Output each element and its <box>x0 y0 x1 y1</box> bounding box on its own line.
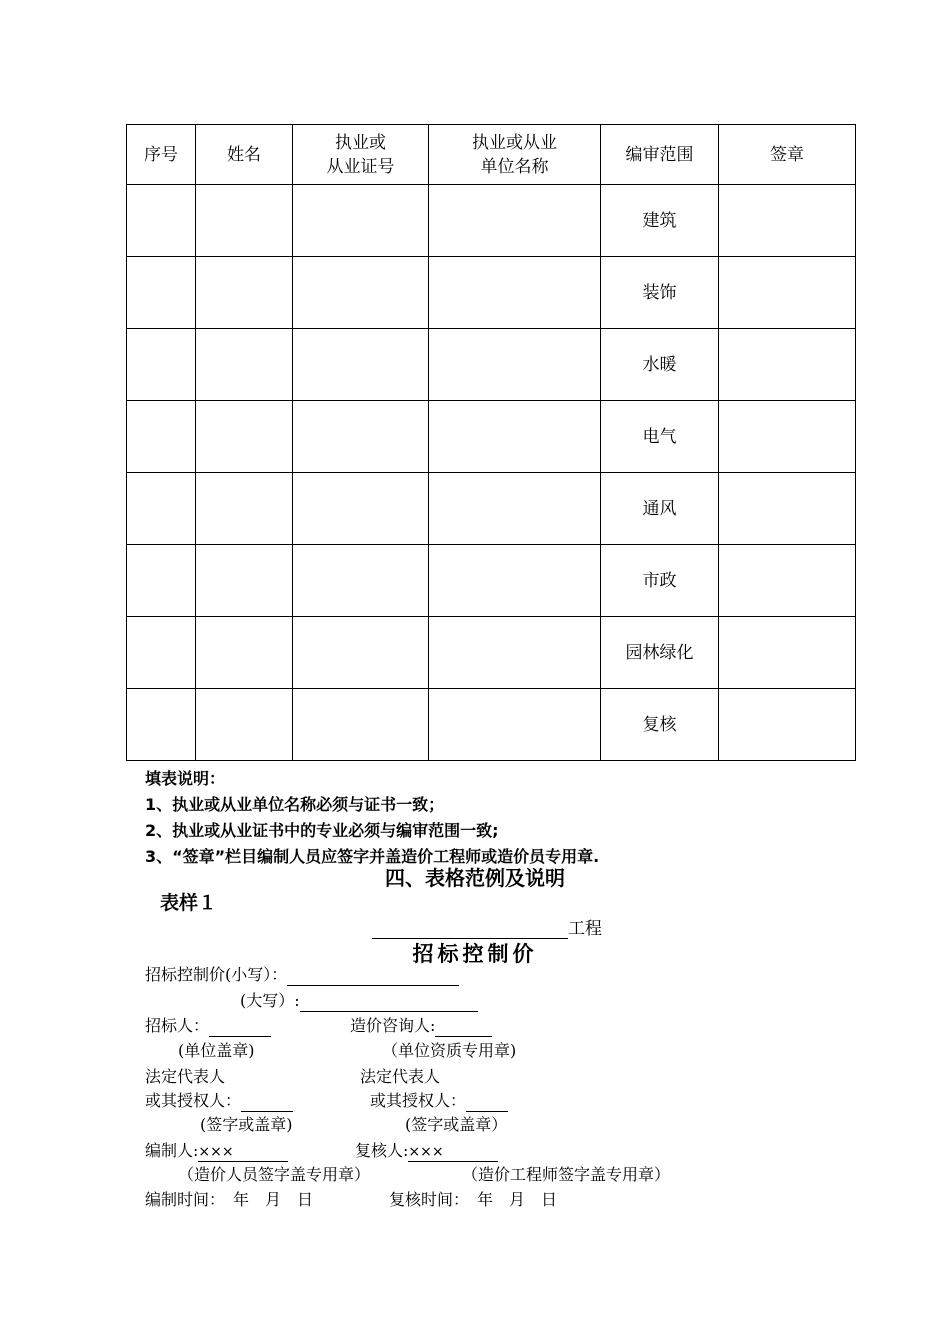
qualification-seal-note: （单位资质专用章) <box>382 1041 517 1060</box>
cell-unit-name[interactable] <box>429 617 601 689</box>
tenderer-line <box>145 1015 271 1037</box>
table-row <box>127 545 856 617</box>
cell-unit-name[interactable] <box>429 257 601 329</box>
cell-signature[interactable] <box>719 473 856 545</box>
cell-scope: 市政 <box>601 545 719 617</box>
header-signature: 签章 <box>719 125 856 185</box>
authorized-left-field[interactable] <box>241 1093 293 1112</box>
cell-unit-name[interactable] <box>429 185 601 257</box>
staff-table <box>126 124 856 761</box>
cell-cert-no[interactable] <box>293 401 429 473</box>
cell-cert-no[interactable] <box>293 185 429 257</box>
project-name-line <box>372 914 602 939</box>
cell-name[interactable] <box>196 401 293 473</box>
compile-time: 编制时间： 年 月 日 <box>145 1190 314 1209</box>
header-cert-no-text: 执业或 从业证号 <box>326 132 395 177</box>
cell-scope: 复核 <box>601 689 719 761</box>
table-row <box>127 329 856 401</box>
reviewer-label: 复核人: <box>355 1141 409 1160</box>
header-unit-name-text: 执业或从业 单位名称 <box>472 132 557 177</box>
sign-or-seal-right: (签字或盖章） <box>405 1115 508 1134</box>
compiler-line <box>145 1140 288 1162</box>
consultant-line <box>350 1015 492 1037</box>
compiler-field[interactable]: ××× <box>198 1143 288 1162</box>
instruction-item: 1、执业或从业单位名称必须与证书一致； <box>145 795 445 814</box>
cell-signature[interactable] <box>719 689 856 761</box>
cell-scope: 水暖 <box>601 329 719 401</box>
table-header-row <box>127 125 856 185</box>
table-row <box>127 617 856 689</box>
sign-or-seal-left: (签字或盖章) <box>200 1115 293 1134</box>
cell-name[interactable] <box>196 617 293 689</box>
cell-name[interactable] <box>196 257 293 329</box>
consultant-label: 造价咨询人: <box>350 1016 436 1035</box>
instruction-item: 2、执业或从业证书中的专业必须与编审范围一致; <box>145 821 499 840</box>
header-name: 姓名 <box>196 125 293 185</box>
header-unit-name <box>429 125 601 185</box>
legal-rep-left: 法定代表人 <box>145 1067 226 1086</box>
form-title: 招标控制价 <box>412 942 538 966</box>
sample-label: 表样１ <box>160 892 218 914</box>
price-small-field[interactable] <box>287 967 459 986</box>
legal-rep-right: 法定代表人 <box>360 1067 441 1086</box>
cell-serial[interactable] <box>127 545 196 617</box>
cell-unit-name[interactable] <box>429 545 601 617</box>
cell-cert-no[interactable] <box>293 473 429 545</box>
cell-signature[interactable] <box>719 329 856 401</box>
cell-scope: 电气 <box>601 401 719 473</box>
cell-scope: 通风 <box>601 473 719 545</box>
project-suffix: 工程 <box>568 919 602 939</box>
authorized-left-line <box>145 1090 293 1112</box>
cell-cert-no[interactable] <box>293 689 429 761</box>
header-serial: 序号 <box>127 125 196 185</box>
tenderer-label: 招标人： <box>145 1016 210 1035</box>
price-big-field[interactable] <box>300 993 478 1012</box>
price-big-line <box>240 990 478 1012</box>
cell-cert-no[interactable] <box>293 329 429 401</box>
compiler-label: 编制人: <box>145 1141 199 1160</box>
authorized-right-line <box>370 1090 508 1112</box>
cell-name[interactable] <box>196 329 293 401</box>
cell-unit-name[interactable] <box>429 329 601 401</box>
cell-signature[interactable] <box>719 185 856 257</box>
cell-cert-no[interactable] <box>293 545 429 617</box>
tenderer-field[interactable] <box>209 1018 271 1037</box>
cell-serial[interactable] <box>127 473 196 545</box>
cell-unit-name[interactable] <box>429 689 601 761</box>
cell-name[interactable] <box>196 185 293 257</box>
price-small-label: 招标控制价(小写）： <box>145 965 288 984</box>
cell-serial[interactable] <box>127 401 196 473</box>
reviewer-line <box>355 1140 498 1162</box>
cell-scope: 建筑 <box>601 185 719 257</box>
cell-cert-no[interactable] <box>293 257 429 329</box>
cell-signature[interactable] <box>719 257 856 329</box>
price-small-line <box>145 964 459 986</box>
section-title: 四、表格范例及说明 <box>385 866 565 890</box>
reviewer-seal-note: （造价工程师签字盖专用章） <box>462 1165 671 1184</box>
cell-unit-name[interactable] <box>429 473 601 545</box>
compiler-seal-note: （造价人员签字盖专用章） <box>178 1165 371 1184</box>
header-cert-no <box>293 125 429 185</box>
table-row <box>127 185 856 257</box>
cell-cert-no[interactable] <box>293 617 429 689</box>
cell-signature[interactable] <box>719 617 856 689</box>
authorized-left-label: 或其授权人： <box>145 1091 242 1110</box>
table-row <box>127 473 856 545</box>
price-big-label: (大写）: <box>240 991 300 1010</box>
review-time: 复核时间： 年 月 日 <box>389 1190 558 1209</box>
cell-signature[interactable] <box>719 401 856 473</box>
cell-name[interactable] <box>196 545 293 617</box>
table-row <box>127 257 856 329</box>
cell-unit-name[interactable] <box>429 401 601 473</box>
cell-serial[interactable] <box>127 257 196 329</box>
cell-serial[interactable] <box>127 185 196 257</box>
cell-scope: 装饰 <box>601 257 719 329</box>
cell-serial[interactable] <box>127 617 196 689</box>
fill-instructions <box>145 766 599 870</box>
cell-serial[interactable] <box>127 329 196 401</box>
header-scope: 编审范围 <box>601 125 719 185</box>
unit-seal-note: (单位盖章) <box>178 1041 255 1060</box>
instruction-item: 3、“签章”栏目编制人员应签字并盖造价工程师或造价员专用章. <box>145 847 600 866</box>
consultant-field[interactable] <box>435 1018 492 1037</box>
table-row <box>127 689 856 761</box>
authorized-right-field[interactable] <box>466 1093 508 1112</box>
instructions-title: 填表说明： <box>145 769 226 788</box>
cell-serial[interactable] <box>127 689 196 761</box>
cell-name[interactable] <box>196 689 293 761</box>
cell-scope: 园林绿化 <box>601 617 719 689</box>
authorized-right-label: 或其授权人： <box>370 1091 467 1110</box>
cell-signature[interactable] <box>719 545 856 617</box>
reviewer-field[interactable]: ××× <box>408 1143 498 1162</box>
table-row <box>127 401 856 473</box>
cell-name[interactable] <box>196 473 293 545</box>
project-name-field[interactable] <box>372 918 568 939</box>
